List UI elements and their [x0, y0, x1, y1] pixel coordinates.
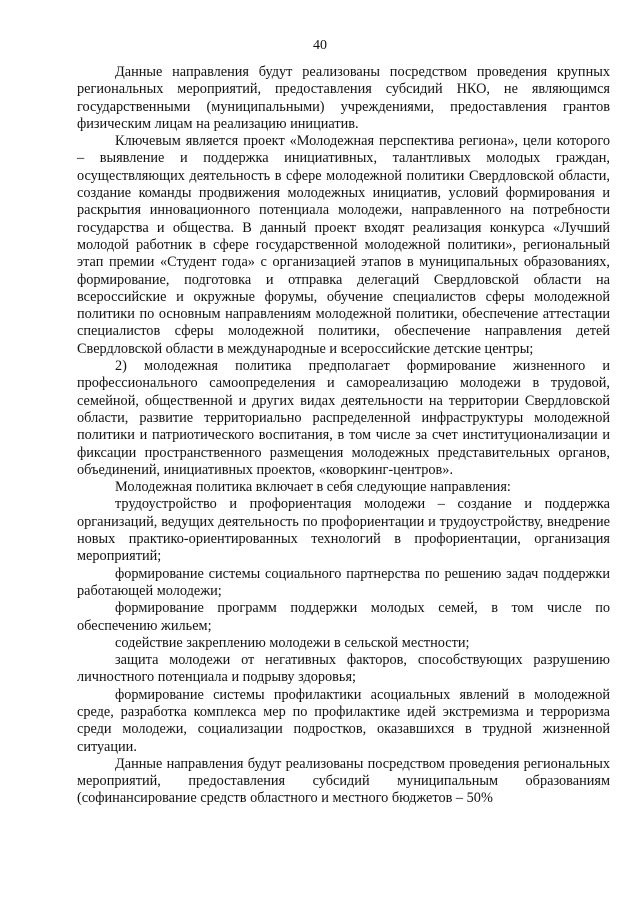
paragraph: формирование системы профилактики асоциальных явлений в молодежной среде, разработка комплекса мер по профилактике идей экстремизма и терроризма среди молодежи, социализации подростков, оказавшихся в трудной жизненной ситуации.: [77, 686, 610, 755]
paragraph: 2) молодежная политика предполагает формирование жизненного и профессионального самоопределения и самореализацию молодежи в трудовой, семейной, общественной и других видах деятельности на территории Свердловской области, развитие территориально распределенной инфраструктуры молодежной политики и патриотического воспитания, в том числе за счет институционализации и фиксации пространственного размещения молодежных представительных органов, объединений, инициативных проектов, «коворкинг-центров».: [77, 358, 610, 478]
page-number: 40: [313, 38, 327, 53]
paragraph: формирование программ поддержки молодых семей, в том числе по обеспечению жильем;: [77, 600, 610, 634]
paragraph: Молодежная политика включает в себя следующие направления:: [115, 479, 511, 496]
paragraph: содействие закреплению молодежи в сельской местности;: [115, 634, 470, 651]
paragraph: Данные направления будут реализованы посредством проведения крупных региональных мероприятий, предоставления субсидий НКО, не являющимся государственными (муниципальными) учреждениями, предоставления грантов физическим лицам на реализацию инициатив.: [77, 64, 610, 132]
paragraph: Ключевым является проект «Молодежная перспектива региона», цели которого – выявление и поддержка инициативных, талантливых молодых граждан, осуществляющих деятельность в сфере молодежной политики Свердловской области, создание команды продвижения молодежных инициатив, условий формирования и раскрытия инновационного потенциала молодежи, направленного на потребности государства и общества. В данный проект входят реализация конкурса «Лучший молодой работник в сфере государственной молодежной политики», региональный этап премии «Студент года» с организацией этапов в муниципальных образованиях, формирование, подготовка и отправка делегаций Свердловской области на всероссийские и окружные форумы, обучение специалистов сферы молодежной политики по основным направлениям молодежной политики, обеспечение аттестации специалистов сферы молодежной политики, обеспечение направления детей Свердловской области в международные и всероссийские детские центры;: [77, 133, 610, 357]
paragraph: формирование системы социального партнерства по решению задач поддержки работающей молодежи;: [77, 565, 610, 599]
paragraph: защита молодежи от негативных факторов, способствующих разрушению личностного потенциала и подрыву здоровья;: [77, 652, 610, 686]
body-text: [77, 64, 610, 808]
paragraph: Данные направления будут реализованы посредством проведения региональных мероприятий, предоставления субсидий муниципальным образованиям (софинансирование средств областного и местного бюджетов – 50%: [77, 755, 610, 807]
paragraph: трудоустройство и профориентация молодежи – создание и поддержка организаций, ведущих деятельность по профориентации и трудоустройству, внедрение новых практико-ориентированных технологий в профориентации, организация мероприятий;: [77, 496, 610, 565]
